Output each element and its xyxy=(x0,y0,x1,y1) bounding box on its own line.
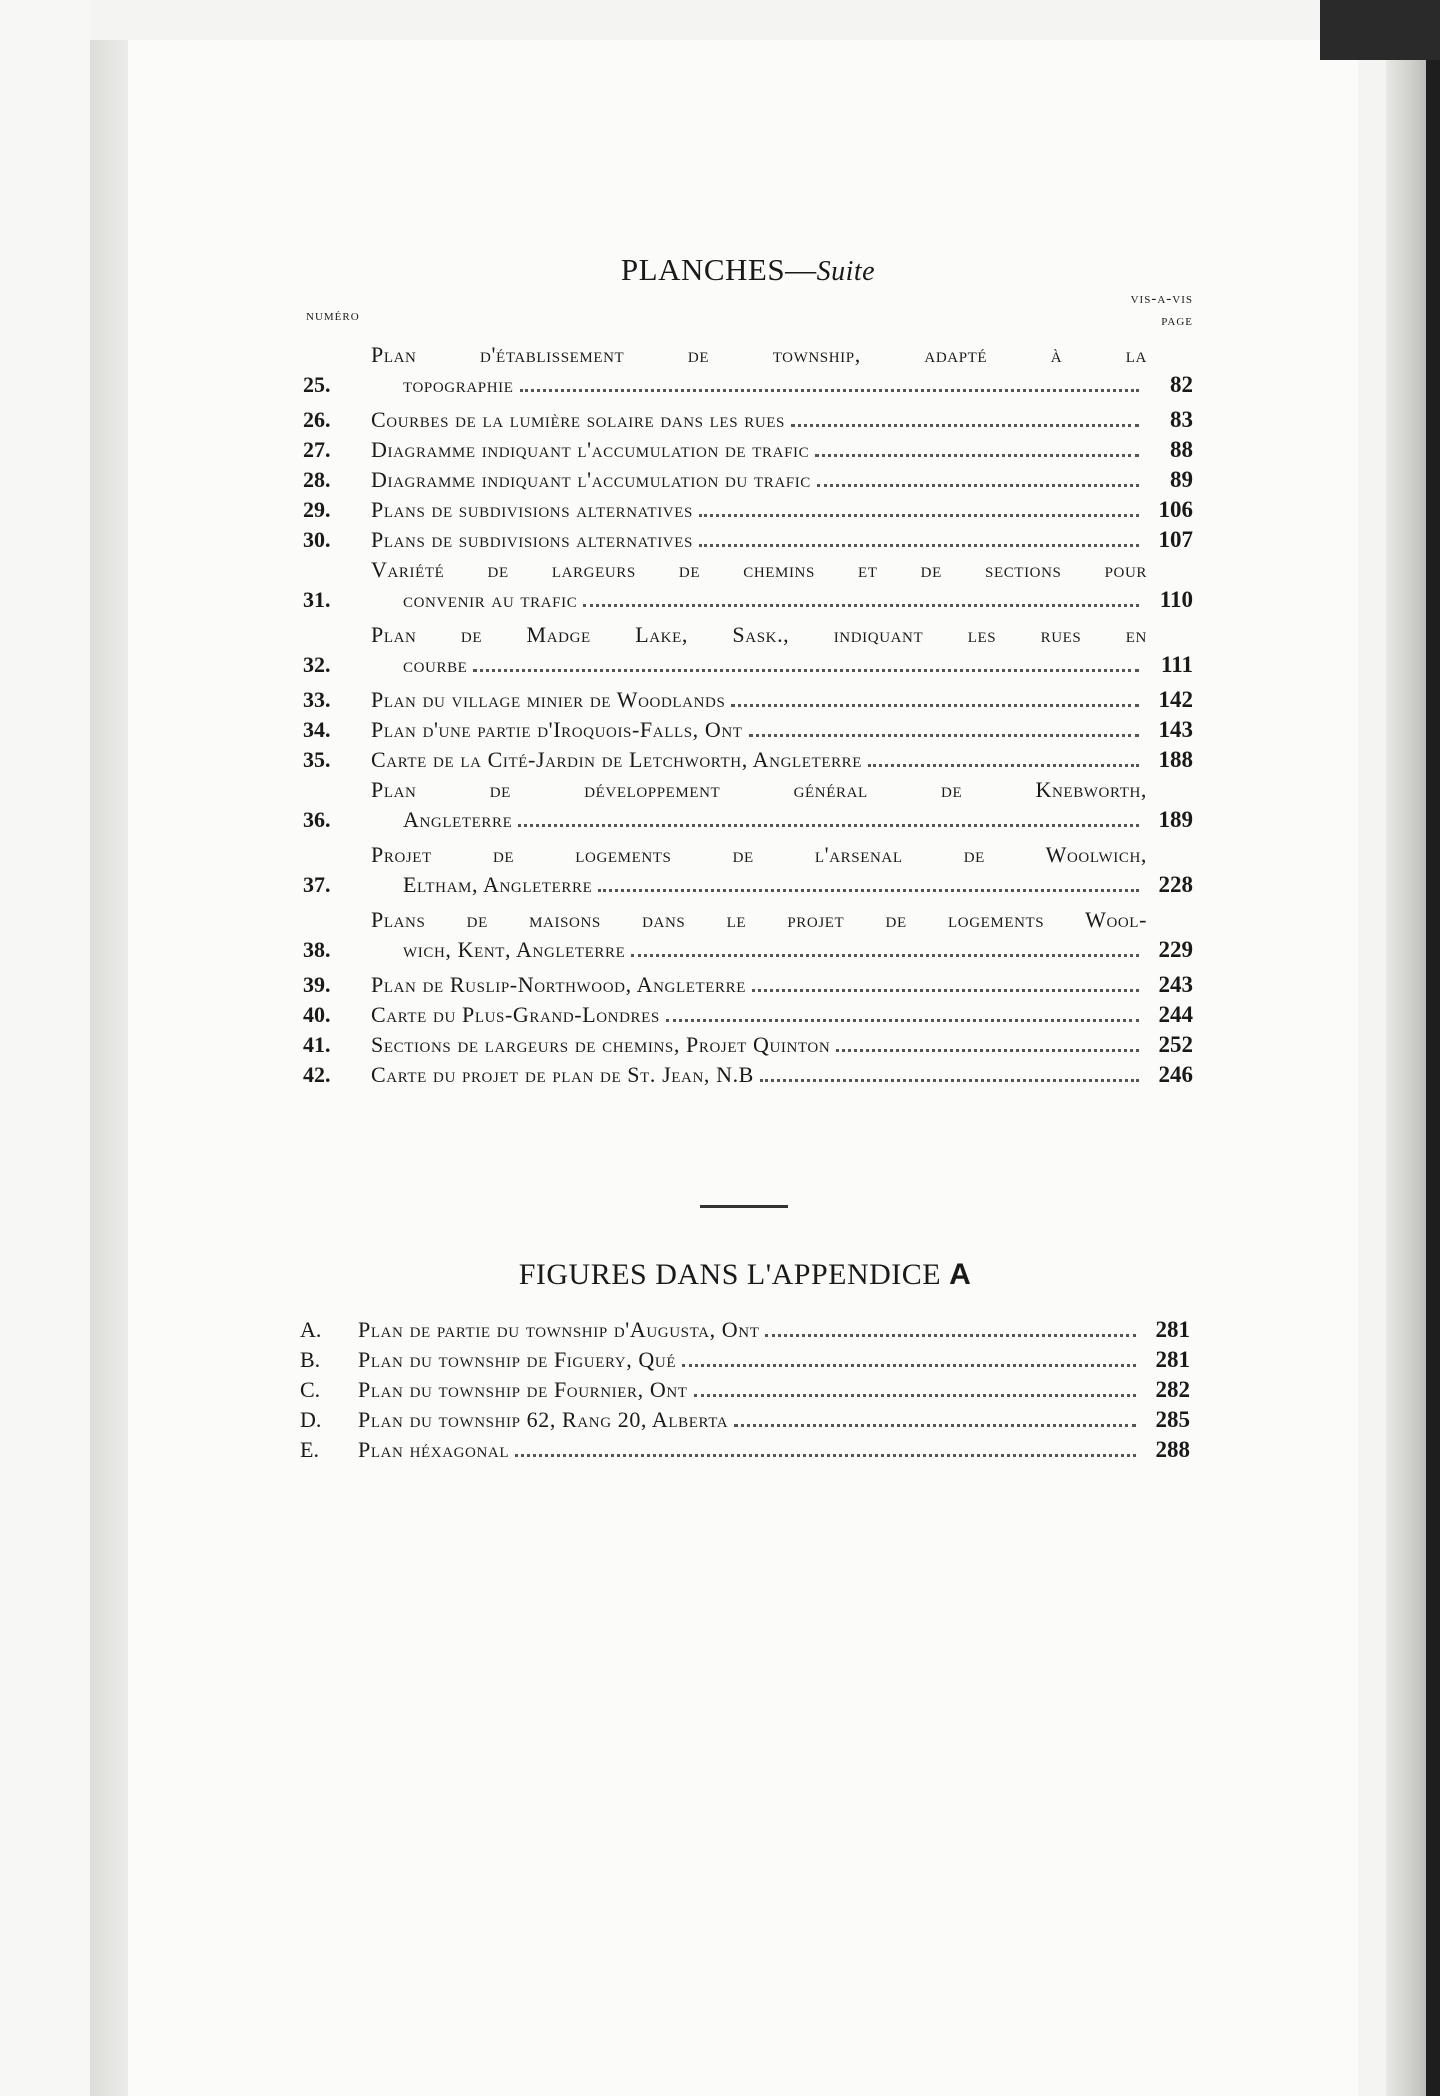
entry-number: 41. xyxy=(303,1032,331,1057)
entry-title-line: Angleterre xyxy=(403,807,513,832)
entry-title xyxy=(371,465,1147,495)
column-headers xyxy=(303,291,1193,340)
entry-number: E. xyxy=(300,1437,319,1462)
dot-leader xyxy=(473,669,1139,672)
entry-title xyxy=(358,1405,1144,1435)
toc-entry xyxy=(303,620,1193,680)
planches-section xyxy=(303,250,1193,1090)
figures-section xyxy=(300,1255,1190,1465)
entry-title-line: Plans de maisons dans le projet de logements Wool- xyxy=(371,907,1147,932)
entry-page-number: 285 xyxy=(1155,1407,1190,1432)
entry-title-line: Plan de partie du township d'Augusta, Ont xyxy=(358,1317,760,1342)
entry-page-number: 89 xyxy=(1170,467,1193,492)
dot-leader xyxy=(699,514,1139,517)
entry-number: 27. xyxy=(303,437,331,462)
entry-number: 40. xyxy=(303,1002,331,1027)
dot-leader xyxy=(817,484,1139,487)
entry-number: 38. xyxy=(303,937,331,962)
figures-list xyxy=(300,1315,1190,1465)
entry-number: B. xyxy=(300,1347,321,1372)
entry-title-line: Plan de développement général de Knebworth, xyxy=(371,777,1147,802)
toc-entry xyxy=(303,340,1193,400)
toc-entry xyxy=(303,525,1193,555)
entry-title xyxy=(358,1345,1144,1375)
entry-page-number: 282 xyxy=(1155,1377,1190,1402)
dot-leader xyxy=(666,1019,1139,1022)
toc-entry xyxy=(303,465,1193,495)
entry-title xyxy=(371,1030,1147,1060)
entry-title xyxy=(371,840,1147,900)
entry-title xyxy=(371,435,1147,465)
entry-page-number: 188 xyxy=(1158,747,1193,772)
toc-entry xyxy=(303,495,1193,525)
dot-leader xyxy=(694,1394,1136,1397)
book-gutter xyxy=(90,40,128,2096)
entry-number: D. xyxy=(300,1407,322,1432)
entry-title xyxy=(358,1435,1144,1465)
entry-title-line: convenir au trafic xyxy=(403,587,578,612)
entry-title xyxy=(371,745,1147,775)
toc-entry xyxy=(303,405,1193,435)
entry-page-number: 243 xyxy=(1158,972,1193,997)
entry-title-line: Carte de la Cité-Jardin de Letchworth, Angleterre xyxy=(371,747,863,772)
entry-number: 37. xyxy=(303,872,331,897)
dot-leader xyxy=(518,824,1139,827)
toc-entry xyxy=(303,745,1193,775)
entry-page-number: 110 xyxy=(1159,587,1193,612)
toc-entry xyxy=(303,715,1193,745)
entry-page-number: 229 xyxy=(1158,937,1193,962)
dot-leader xyxy=(731,704,1139,707)
entry-number: 42. xyxy=(303,1062,331,1087)
figures-title: FIGURES DANS L'APPENDICE A xyxy=(518,1258,972,1291)
entry-page-number: 288 xyxy=(1155,1437,1190,1462)
entry-title-line: Plan du township de Fournier, Ont xyxy=(358,1377,688,1402)
section-divider xyxy=(700,1205,788,1208)
toc-entry xyxy=(300,1435,1190,1465)
entry-title xyxy=(371,905,1147,965)
entry-number: 29. xyxy=(303,497,331,522)
entry-number: C. xyxy=(300,1377,321,1402)
left-page-edge xyxy=(0,0,90,2096)
entry-title-line: wich, Kent, Angleterre xyxy=(403,937,626,962)
entry-number: 32. xyxy=(303,652,331,677)
entry-title-line: courbe xyxy=(403,652,468,677)
dot-leader xyxy=(868,764,1139,767)
entry-title xyxy=(371,1060,1147,1090)
entry-title xyxy=(371,775,1147,835)
dot-leader xyxy=(815,454,1139,457)
entry-page-number: 106 xyxy=(1158,497,1193,522)
dot-leader xyxy=(752,989,1139,992)
entry-page-number: 142 xyxy=(1158,687,1193,712)
entry-number: 30. xyxy=(303,527,331,552)
entry-number: 39. xyxy=(303,972,331,997)
dot-leader xyxy=(520,389,1139,392)
entry-page-number: 246 xyxy=(1158,1062,1193,1087)
dot-leader xyxy=(791,424,1139,427)
toc-entry xyxy=(303,555,1193,615)
entry-page-number: 244 xyxy=(1158,1002,1193,1027)
entry-title-line: Plan d'établissement de township, adapté à la xyxy=(371,342,1147,367)
entry-title-line: Plans de subdivisions alternatives xyxy=(371,527,693,552)
entry-title xyxy=(371,555,1147,615)
entry-title-line: Plan de Madge Lake, Sask., indiquant les rues en xyxy=(371,622,1147,647)
entry-title-line: Diagramme indiquant l'accumulation du trafic xyxy=(371,467,811,492)
entry-page-number: 228 xyxy=(1158,872,1193,897)
dot-leader xyxy=(836,1049,1139,1052)
entry-number: 36. xyxy=(303,807,331,832)
entry-title-line: Plan du township de Figuery, Qué xyxy=(358,1347,677,1372)
column-header-numero: numéro xyxy=(306,308,360,324)
entry-title-line: Plan du township 62, Rang 20, Alberta xyxy=(358,1407,729,1432)
entry-title-line: Projet de logements de l'arsenal de Woolwich, xyxy=(371,842,1147,867)
toc-entry xyxy=(303,970,1193,1000)
entry-title-line: Plan du village minier de Woodlands xyxy=(371,687,726,712)
entry-title xyxy=(371,620,1147,680)
toc-entry xyxy=(303,840,1193,900)
toc-entry xyxy=(303,685,1193,715)
entry-number: 31. xyxy=(303,587,331,612)
toc-entry xyxy=(303,1000,1193,1030)
entry-title-line: Sections de largeurs de chemins, Projet Quinton xyxy=(371,1032,831,1057)
entry-title xyxy=(371,1000,1147,1030)
entry-title xyxy=(358,1315,1144,1345)
entry-page-number: 281 xyxy=(1155,1347,1190,1372)
entry-page-number: 111 xyxy=(1161,652,1193,677)
entry-title xyxy=(371,340,1147,400)
entry-title xyxy=(371,970,1147,1000)
entry-title-line: topographie xyxy=(403,372,514,397)
toc-entry xyxy=(303,905,1193,965)
dot-leader xyxy=(631,954,1139,957)
toc-entry xyxy=(303,1060,1193,1090)
entry-number: 33. xyxy=(303,687,331,712)
entry-title xyxy=(371,405,1147,435)
entry-title xyxy=(371,495,1147,525)
entry-title-line: Plan héxagonal xyxy=(358,1437,510,1462)
entry-title xyxy=(358,1375,1144,1405)
dot-leader xyxy=(765,1334,1136,1337)
dot-leader xyxy=(734,1424,1136,1427)
entry-title xyxy=(371,525,1147,555)
entry-title-line: Carte du projet de plan de St. Jean, N.B xyxy=(371,1062,754,1087)
planches-title: PLANCHES—Suite xyxy=(620,252,876,287)
entry-page-number: 82 xyxy=(1170,372,1193,397)
entry-title-line: Courbes de la lumière solaire dans les rues xyxy=(371,407,785,432)
entry-title-line: Plan de Ruslip-Northwood, Angleterre xyxy=(371,972,746,997)
dot-leader xyxy=(682,1364,1136,1367)
column-header-page: vis-a-vis page xyxy=(1130,291,1193,329)
entry-title-line: Plans de subdivisions alternatives xyxy=(371,497,693,522)
entry-page-number: 88 xyxy=(1170,437,1193,462)
dot-leader xyxy=(598,889,1139,892)
entry-page-number: 143 xyxy=(1158,717,1193,742)
entry-page-number: 252 xyxy=(1158,1032,1193,1057)
toc-entry xyxy=(303,775,1193,835)
dot-leader xyxy=(583,604,1139,607)
entry-number: 25. xyxy=(303,372,331,397)
entry-page-number: 281 xyxy=(1155,1317,1190,1342)
dot-leader xyxy=(699,544,1139,547)
toc-entry xyxy=(300,1345,1190,1375)
toc-entry xyxy=(303,435,1193,465)
entry-title xyxy=(371,715,1147,745)
entry-title xyxy=(371,685,1147,715)
entry-number: 35. xyxy=(303,747,331,772)
planches-list xyxy=(303,340,1193,1090)
entry-title-line: Diagramme indiquant l'accumulation de trafic xyxy=(371,437,810,462)
scan-background-top xyxy=(1320,0,1440,60)
entry-title-line: Variété de largeurs de chemins et de sections pour xyxy=(371,557,1147,582)
entry-number: 28. xyxy=(303,467,331,492)
dot-leader xyxy=(749,734,1139,737)
toc-entry xyxy=(300,1405,1190,1435)
entry-page-number: 83 xyxy=(1170,407,1193,432)
entry-number: A. xyxy=(300,1317,322,1342)
dot-leader xyxy=(760,1079,1139,1082)
entry-page-number: 189 xyxy=(1158,807,1193,832)
entry-number: 26. xyxy=(303,407,331,432)
dot-leader xyxy=(515,1454,1136,1457)
entry-title-line: Eltham, Angleterre xyxy=(403,872,593,897)
toc-entry xyxy=(303,1030,1193,1060)
toc-entry xyxy=(300,1375,1190,1405)
entry-number: 34. xyxy=(303,717,331,742)
scan-background-right xyxy=(1426,60,1440,2096)
entry-page-number: 107 xyxy=(1158,527,1193,552)
entry-title-line: Plan d'une partie d'Iroquois-Falls, Ont xyxy=(371,717,743,742)
entry-title-line: Carte du Plus-Grand-Londres xyxy=(371,1002,660,1027)
toc-entry xyxy=(300,1315,1190,1345)
page-stack-edge xyxy=(1386,30,1426,2096)
